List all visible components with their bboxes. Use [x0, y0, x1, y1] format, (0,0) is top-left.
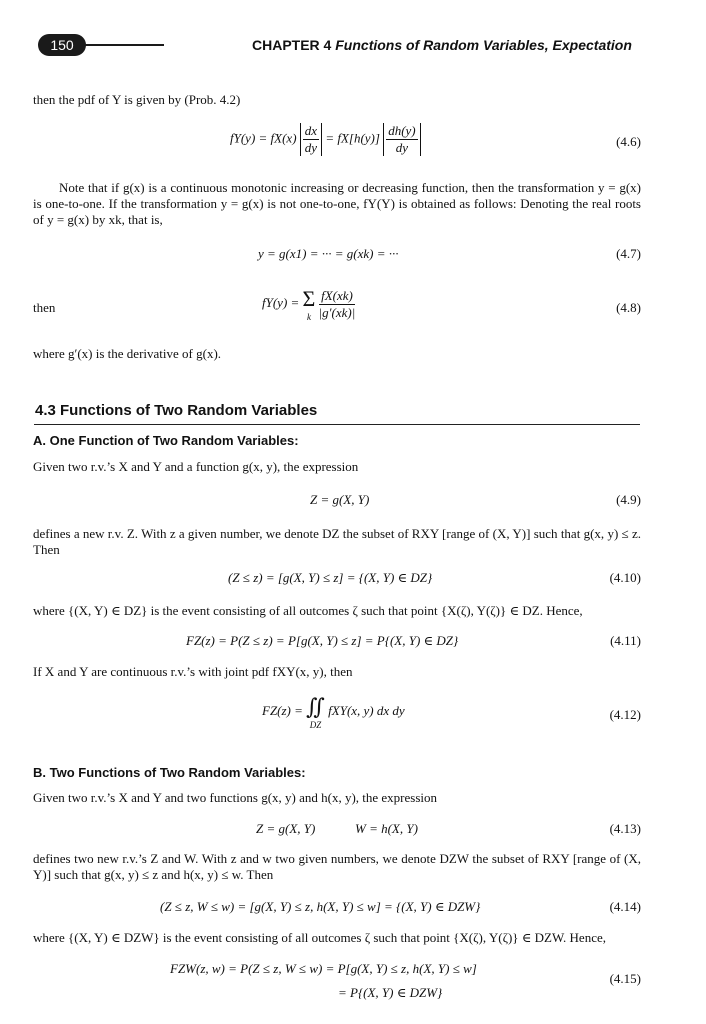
eq-number-4-10: (4.10) [609, 570, 641, 585]
equation-4-15-line1: FZW(z, w) = P(Z ≤ z, W ≤ w) = P[g(X, Y) ≤ z, h(X, Y) ≤ w] [170, 961, 477, 976]
eq-4-6-abs-1 [300, 123, 322, 156]
eq-number-4-8: (4.8) [616, 300, 641, 315]
equation-4-15-line2: = P{(X, Y) ∈ DZW} [338, 985, 443, 1000]
equation-4-11: FZ(z) = P(Z ≤ z) = P[g(X, Y) ≤ z] = P{(X, Y) ∈ DZ} [186, 633, 459, 648]
paragraph-where-derivative: where g′(x) is the derivative of g(x). [33, 346, 222, 361]
equation-4-13-left: Z = g(X, Y) [256, 821, 316, 836]
paragraph-defines-z: defines a new r.v. Z. With z a given number, we denote DZ the subset of RXY [range of (X, Y)] such that g(x, y) ≤ z. Then [33, 526, 641, 557]
equation-4-14: (Z ≤ z, W ≤ w) = [g(X, Y) ≤ z, h(X, Y) ≤ w] = {(X, Y) ∈ DZW} [160, 899, 481, 914]
eq-4-6-frac1-num: dx [304, 123, 318, 138]
paragraph-continuous: If X and Y are continuous r.v.’s with joint pdf fXY(x, y), then [33, 664, 353, 679]
equation-4-8 [262, 286, 355, 322]
chapter-label: CHAPTER 4 [252, 37, 332, 53]
sum-index: k [306, 312, 311, 322]
eq-4-8-lhs: fY(y) = [262, 294, 300, 310]
eq-4-8-fraction [319, 288, 356, 321]
eq-4-12-integral [306, 694, 325, 730]
eq-number-4-7: (4.7) [616, 246, 641, 261]
eq-number-4-14: (4.14) [609, 899, 641, 914]
equation-4-12 [262, 694, 405, 730]
eq-4-6-frac1-den: dy [304, 140, 318, 155]
eq-4-8-numerator: fX(xk) [319, 288, 356, 305]
eq-number-4-11: (4.11) [610, 633, 641, 648]
page-number-badge [38, 34, 86, 56]
paragraph-event-zw: where {(X, Y) ∈ DZW} is the event consisting of all outcomes ζ such that point {X(ζ), Y(ζ)} ∈ DZW. Hence, [33, 930, 606, 945]
paragraph-defines-zw: defines two new r.v.’s Z and W. With z and w two given numbers, we denote DZW the subset of RXY [range of (X, Y)] such that g(x, y) ≤ z and h(x, y) ≤ w. Then [33, 851, 641, 882]
equation-4-10: (Z ≤ z) = [g(X, Y) ≤ z] = {(X, Y) ∈ DZ} [228, 570, 433, 585]
eq-number-4-13: (4.13) [609, 821, 641, 836]
chapter-header [252, 37, 632, 53]
eq-4-6-abs-2 [383, 123, 420, 156]
paragraph-given-a: Given two r.v.’s X and Y and a function g(x, y), the expression [33, 459, 359, 474]
eq-4-6-mid: = fX[h(y)] [325, 130, 380, 146]
equation-4-13-right: W = h(X, Y) [355, 821, 418, 836]
eq-number-4-6: (4.6) [616, 134, 641, 149]
eq-4-6-lhs: fY(y) = fX(x) [230, 130, 297, 146]
paragraph-event-z: where {(X, Y) ∈ DZ} is the event consisting of all outcomes ζ such that point {X(ζ), Y(ζ)} ∈ DZ. Hence, [33, 603, 583, 618]
then-label: then [33, 300, 56, 315]
eq-number-4-15: (4.15) [609, 971, 641, 986]
eq-4-8-sum [303, 286, 316, 322]
paragraph-note: Note that if g(x) is a continuous monotonic increasing or decreasing function, then the transformation y = g(x) is one-to-one. If the transformation y = g(x) is not one-to-one, fY(Y) is obtained as follows: Denoting the real roots of y = g(x) by xk, that is, [33, 180, 641, 227]
eq-4-6-frac2-den: dy [395, 140, 409, 155]
subsection-heading-a: A. One Function of Two Random Variables: [33, 433, 299, 448]
section-rule [34, 424, 640, 425]
eq-number-4-9: (4.9) [616, 492, 641, 507]
equation-4-6 [230, 123, 421, 156]
paragraph-pdf-intro: then the pdf of Y is given by (Prob. 4.2) [33, 92, 241, 107]
integration-region: DZ [309, 720, 322, 730]
sigma-symbol: Σ [302, 286, 316, 311]
page-number: 150 [50, 37, 74, 53]
double-integral-symbol: ∬ [306, 694, 325, 719]
eq-4-8-denominator: |g′(xk)| [318, 304, 356, 320]
eq-4-12-integrand: fXY(x, y) dx dy [328, 702, 405, 718]
subsection-heading-b: B. Two Functions of Two Random Variables: [33, 765, 306, 780]
eq-4-12-lhs: FZ(z) = [262, 702, 303, 718]
equation-4-9: Z = g(X, Y) [310, 492, 370, 507]
eq-4-6-frac2-num: dh(y) [388, 123, 416, 138]
header-rule [80, 44, 164, 46]
chapter-title: Functions of Random Variables, Expectation [335, 37, 632, 53]
section-heading-4-3: 4.3 Functions of Two Random Variables [35, 402, 318, 419]
paragraph-given-b: Given two r.v.’s X and Y and two functions g(x, y) and h(x, y), the expression [33, 790, 438, 805]
eq-number-4-12: (4.12) [609, 707, 641, 722]
equation-4-7: y = g(x1) = ··· = g(xk) = ··· [258, 246, 399, 261]
